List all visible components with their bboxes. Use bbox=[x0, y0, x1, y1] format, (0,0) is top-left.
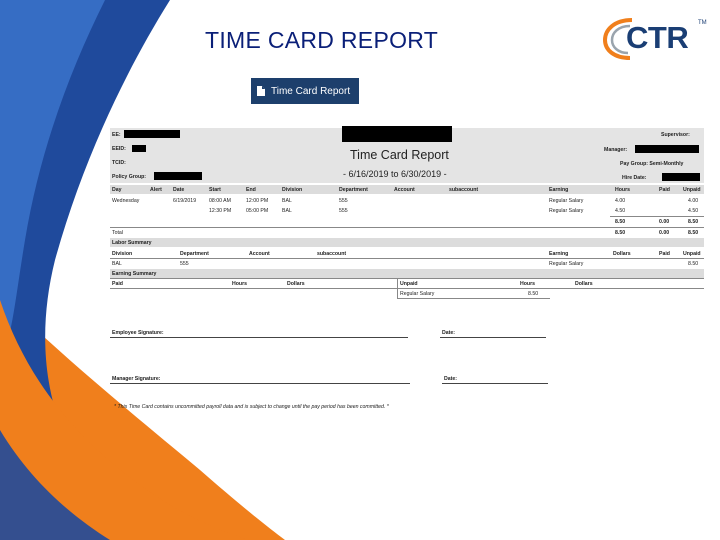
row1-unpaid: 4.00 bbox=[688, 198, 699, 204]
earning-col-unpaid-hours: Hours bbox=[520, 281, 535, 287]
col-earning: Earning bbox=[549, 187, 569, 193]
logo-trademark: TM bbox=[698, 20, 707, 26]
col-day: Day bbox=[112, 187, 122, 193]
slide-title: TIME CARD REPORT bbox=[205, 27, 439, 53]
subtotal-rule bbox=[610, 216, 704, 217]
row1-hours: 4.00 bbox=[615, 198, 626, 204]
manager-date-line[interactable] bbox=[442, 383, 548, 384]
earning-summary-band bbox=[110, 269, 704, 278]
labor-col-paid: Paid bbox=[659, 251, 670, 257]
ee-label: EE: bbox=[112, 132, 121, 138]
earning-col-unpaid: Unpaid bbox=[400, 281, 418, 287]
manager-signature-line[interactable] bbox=[110, 383, 410, 384]
labor-summary-title: Labor Summary bbox=[112, 240, 152, 246]
time-card-report-button-label: Time Card Report bbox=[271, 85, 351, 97]
manager-signature-label: Manager Signature: bbox=[112, 376, 161, 382]
ctr-logo bbox=[602, 14, 710, 64]
earning-col-unpaid-dollars: Dollars bbox=[575, 281, 593, 287]
manager-label: Manager: bbox=[604, 147, 628, 153]
row1-earning: Regular Salary bbox=[549, 198, 584, 204]
policy-group-label: Policy Group: bbox=[112, 174, 147, 180]
col-department: Department bbox=[339, 187, 368, 193]
col-hours: Hours bbox=[615, 187, 630, 193]
report-date-range: - 6/16/2019 to 6/30/2019 - bbox=[343, 169, 447, 179]
time-card-report-button[interactable] bbox=[251, 78, 359, 104]
col-unpaid: Unpaid bbox=[683, 187, 701, 193]
col-account: Account bbox=[394, 187, 415, 193]
earning-col-paid-hours: Hours bbox=[232, 281, 247, 287]
pay-group-label: Pay Group: Semi-Monthly bbox=[620, 161, 684, 167]
redacted-block bbox=[662, 173, 700, 181]
labor-summary-band bbox=[110, 238, 704, 247]
report-title: Time Card Report bbox=[350, 148, 449, 162]
labor-col-subaccount: subaccount bbox=[317, 251, 347, 257]
col-subaccount: subaccount bbox=[449, 187, 479, 193]
row2-hours: 4.50 bbox=[615, 208, 626, 214]
col-end: End bbox=[246, 187, 256, 193]
subtotal-hours: 8.50 bbox=[615, 219, 626, 225]
earning-col-paid-dollars: Dollars bbox=[287, 281, 305, 287]
employee-date-line[interactable] bbox=[440, 337, 546, 338]
labor-unpaid: 8.50 bbox=[688, 261, 699, 267]
row1-division: BAL bbox=[282, 198, 292, 204]
row2-unpaid: 4.50 bbox=[688, 208, 699, 214]
supervisor-label: Supervisor: bbox=[661, 132, 690, 138]
labor-earning: Regular Salary bbox=[549, 261, 584, 267]
logo-text: CTR bbox=[626, 20, 689, 55]
report-footnote: * This Time Card contains uncommitted payroll data and is subject to change until the pay period has been committed. * bbox=[114, 404, 389, 410]
row2-earning: Regular Salary bbox=[549, 208, 584, 214]
employee-signature-line[interactable] bbox=[110, 337, 408, 338]
document-icon bbox=[257, 86, 265, 96]
manager-date-label: Date: bbox=[444, 376, 457, 382]
total-hours: 8.50 bbox=[615, 230, 626, 236]
labor-header-rule bbox=[110, 258, 704, 259]
time-card-report-document bbox=[110, 128, 704, 418]
redacted-block bbox=[132, 145, 146, 152]
redacted-block bbox=[154, 172, 202, 180]
hire-date-label: Hire Date: bbox=[622, 175, 647, 181]
employee-date-label: Date: bbox=[442, 330, 455, 336]
row1-day: Wednesday bbox=[112, 198, 140, 204]
total-label: Total bbox=[112, 230, 123, 236]
labor-col-earning: Earning bbox=[549, 251, 569, 257]
row1-department: 555 bbox=[339, 198, 348, 204]
row2-department: 555 bbox=[339, 208, 348, 214]
labor-col-department: Department bbox=[180, 251, 209, 257]
earning-summary-title: Earning Summary bbox=[112, 271, 157, 277]
redacted-block bbox=[342, 126, 452, 142]
redacted-block bbox=[124, 130, 180, 138]
labor-division: BAL bbox=[112, 261, 122, 267]
subtotal-paid: 0.00 bbox=[659, 219, 670, 225]
total-paid: 0.00 bbox=[659, 230, 670, 236]
row2-division: BAL bbox=[282, 208, 292, 214]
earning-header-rule bbox=[110, 288, 704, 289]
col-paid: Paid bbox=[659, 187, 670, 193]
col-date: Date bbox=[173, 187, 185, 193]
labor-col-dollars: Dollars bbox=[613, 251, 631, 257]
employee-signature-label: Employee Signature: bbox=[112, 330, 164, 336]
tcid-label: TCID: bbox=[112, 160, 126, 166]
row2-start: 12:30 PM bbox=[209, 208, 232, 214]
row1-end: 12:00 PM bbox=[246, 198, 269, 204]
row2-end: 05:00 PM bbox=[246, 208, 269, 214]
labor-department: 555 bbox=[180, 261, 189, 267]
eeid-label: EEID: bbox=[112, 146, 126, 152]
col-alert: Alert bbox=[150, 187, 162, 193]
labor-col-unpaid: Unpaid bbox=[683, 251, 701, 257]
earning-col-paid: Paid bbox=[112, 281, 123, 287]
total-unpaid: 8.50 bbox=[688, 230, 699, 236]
total-rule bbox=[110, 227, 704, 228]
earning-row-rule bbox=[397, 298, 550, 299]
row1-start: 08:00 AM bbox=[209, 198, 231, 204]
col-division: Division bbox=[282, 187, 303, 193]
col-start: Start bbox=[209, 187, 221, 193]
earning-divider bbox=[397, 278, 398, 298]
row1-date: 6/19/2019 bbox=[173, 198, 197, 204]
labor-col-division: Division bbox=[112, 251, 133, 257]
earning-unpaid-hours: 8.50 bbox=[528, 291, 539, 297]
earning-unpaid-name: Regular Salary bbox=[400, 291, 435, 297]
earning-summary-rule bbox=[110, 278, 704, 279]
subtotal-unpaid: 8.50 bbox=[688, 219, 699, 225]
redacted-block bbox=[635, 145, 699, 153]
labor-col-account: Account bbox=[249, 251, 270, 257]
